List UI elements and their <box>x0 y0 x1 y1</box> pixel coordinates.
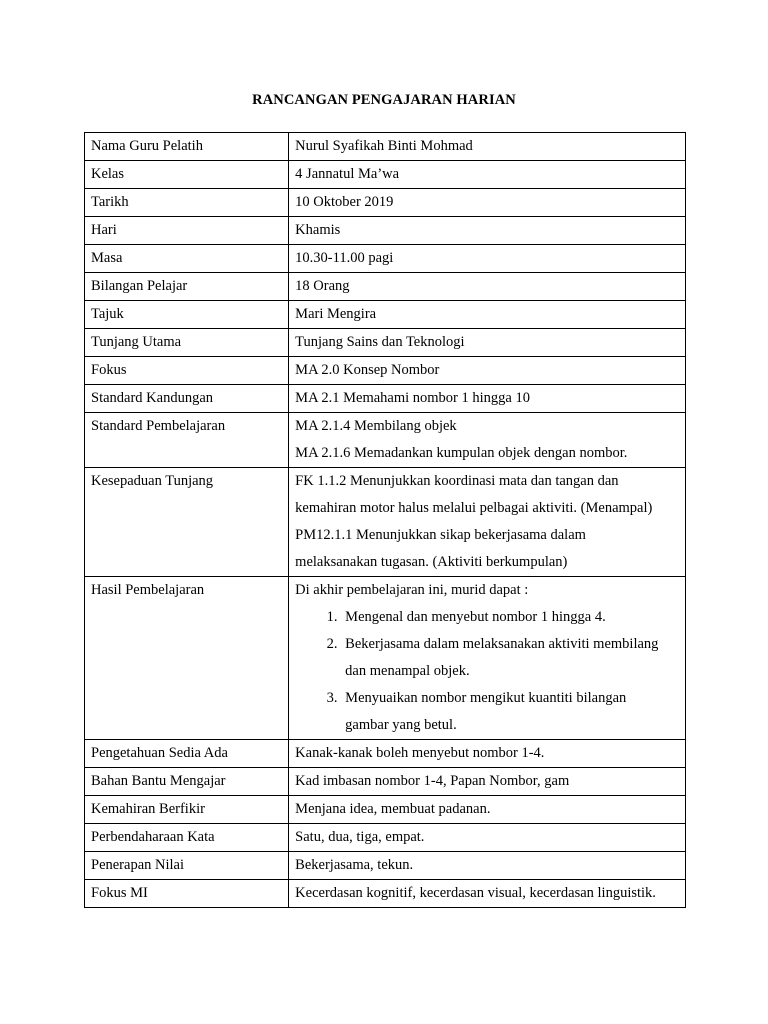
value-line: melaksanakan tugasan. (Aktiviti berkumpulan) <box>295 554 568 570</box>
outcome-line: 1. Mengenal dan menyebut nombor 1 hingga 4. <box>345 609 606 625</box>
outcome-line: 2. Bekerjasama dalam melaksanakan aktiviti membilang <box>345 636 659 652</box>
row-value: Tunjang Sains dan Teknologi <box>289 329 686 357</box>
table-row <box>85 385 686 413</box>
row-label: Tunjang Utama <box>85 329 289 357</box>
row-label: Standard Pembelajaran <box>85 413 289 468</box>
table-row <box>85 852 686 880</box>
row-value <box>289 577 686 740</box>
row-label: Kesepaduan Tunjang <box>85 468 289 577</box>
table-row <box>85 880 686 908</box>
row-label: Kemahiran Berfikir <box>85 796 289 824</box>
row-label: Tarikh <box>85 189 289 217</box>
row-label: Standard Kandungan <box>85 385 289 413</box>
row-label: Fokus <box>85 357 289 385</box>
table-row-hasil-pembelajaran <box>85 577 686 740</box>
row-value: MA 2.1 Memahami nombor 1 hingga 10 <box>289 385 686 413</box>
row-value: Kad imbasan nombor 1-4, Papan Nombor, gam <box>289 768 686 796</box>
value-line: kemahiran motor halus melalui pelbagai aktiviti. (Menampal) <box>295 500 653 516</box>
outcomes-intro: Di akhir pembelajaran ini, murid dapat : <box>295 582 529 598</box>
row-value: 4 Jannatul Ma’wa <box>289 161 686 189</box>
outcome-line: dan menampal objek. <box>345 663 470 679</box>
table-row <box>85 133 686 161</box>
value-line: PM12.1.1 Menunjukkan sikap bekerjasama dalam <box>295 527 586 543</box>
row-value <box>289 468 686 577</box>
list-item <box>341 631 679 685</box>
table-row-kesepaduan-tunjang <box>85 468 686 577</box>
row-label: Penerapan Nilai <box>85 852 289 880</box>
row-label: Kelas <box>85 161 289 189</box>
row-value: 10 Oktober 2019 <box>289 189 686 217</box>
list-item <box>341 685 679 739</box>
row-label: Bahan Bantu Mengajar <box>85 768 289 796</box>
outcomes-list <box>295 604 679 739</box>
value-line: FK 1.1.2 Menunjukkan koordinasi mata dan tangan dan <box>295 473 619 489</box>
row-label: Hasil Pembelajaran <box>85 577 289 740</box>
table-row <box>85 189 686 217</box>
row-label: Nama Guru Pelatih <box>85 133 289 161</box>
table-row <box>85 245 686 273</box>
row-value <box>289 413 686 468</box>
row-value: Bekerjasama, tekun. <box>289 852 686 880</box>
outcome-line: gambar yang betul. <box>345 717 457 733</box>
table-row <box>85 768 686 796</box>
row-value: 10.30-11.00 pagi <box>289 245 686 273</box>
row-value: Menjana idea, membuat padanan. <box>289 796 686 824</box>
value-line: MA 2.1.4 Membilang objek <box>295 418 457 434</box>
row-value: Nurul Syafikah Binti Mohmad <box>289 133 686 161</box>
row-label: Masa <box>85 245 289 273</box>
row-value: MA 2.0 Konsep Nombor <box>289 357 686 385</box>
row-value: 18 Orang <box>289 273 686 301</box>
table-row <box>85 329 686 357</box>
table-row <box>85 301 686 329</box>
table-row <box>85 161 686 189</box>
row-value: Kecerdasan kognitif, kecerdasan visual, kecerdasan linguistik. <box>289 880 686 908</box>
row-value: Khamis <box>289 217 686 245</box>
row-label: Fokus MI <box>85 880 289 908</box>
row-label: Pengetahuan Sedia Ada <box>85 740 289 768</box>
table-row <box>85 740 686 768</box>
table-row <box>85 273 686 301</box>
value-line: MA 2.1.6 Memadankan kumpulan objek dengan nombor. <box>295 445 628 461</box>
list-item <box>341 604 679 631</box>
table-row <box>85 217 686 245</box>
table-row <box>85 357 686 385</box>
document-title: RANCANGAN PENGAJARAN HARIAN <box>252 92 516 108</box>
row-value: Mari Mengira <box>289 301 686 329</box>
row-label: Bilangan Pelajar <box>85 273 289 301</box>
lesson-plan-table <box>84 132 686 908</box>
row-label: Tajuk <box>85 301 289 329</box>
table-row-standard-pembelajaran <box>85 413 686 468</box>
table-row <box>85 824 686 852</box>
row-value: Kanak-kanak boleh menyebut nombor 1-4. <box>289 740 686 768</box>
row-value: Satu, dua, tiga, empat. <box>289 824 686 852</box>
row-label: Perbendaharaan Kata <box>85 824 289 852</box>
row-label: Hari <box>85 217 289 245</box>
table-row <box>85 796 686 824</box>
outcome-line: 3. Menyuaikan nombor mengikut kuantiti bilangan <box>345 690 627 706</box>
